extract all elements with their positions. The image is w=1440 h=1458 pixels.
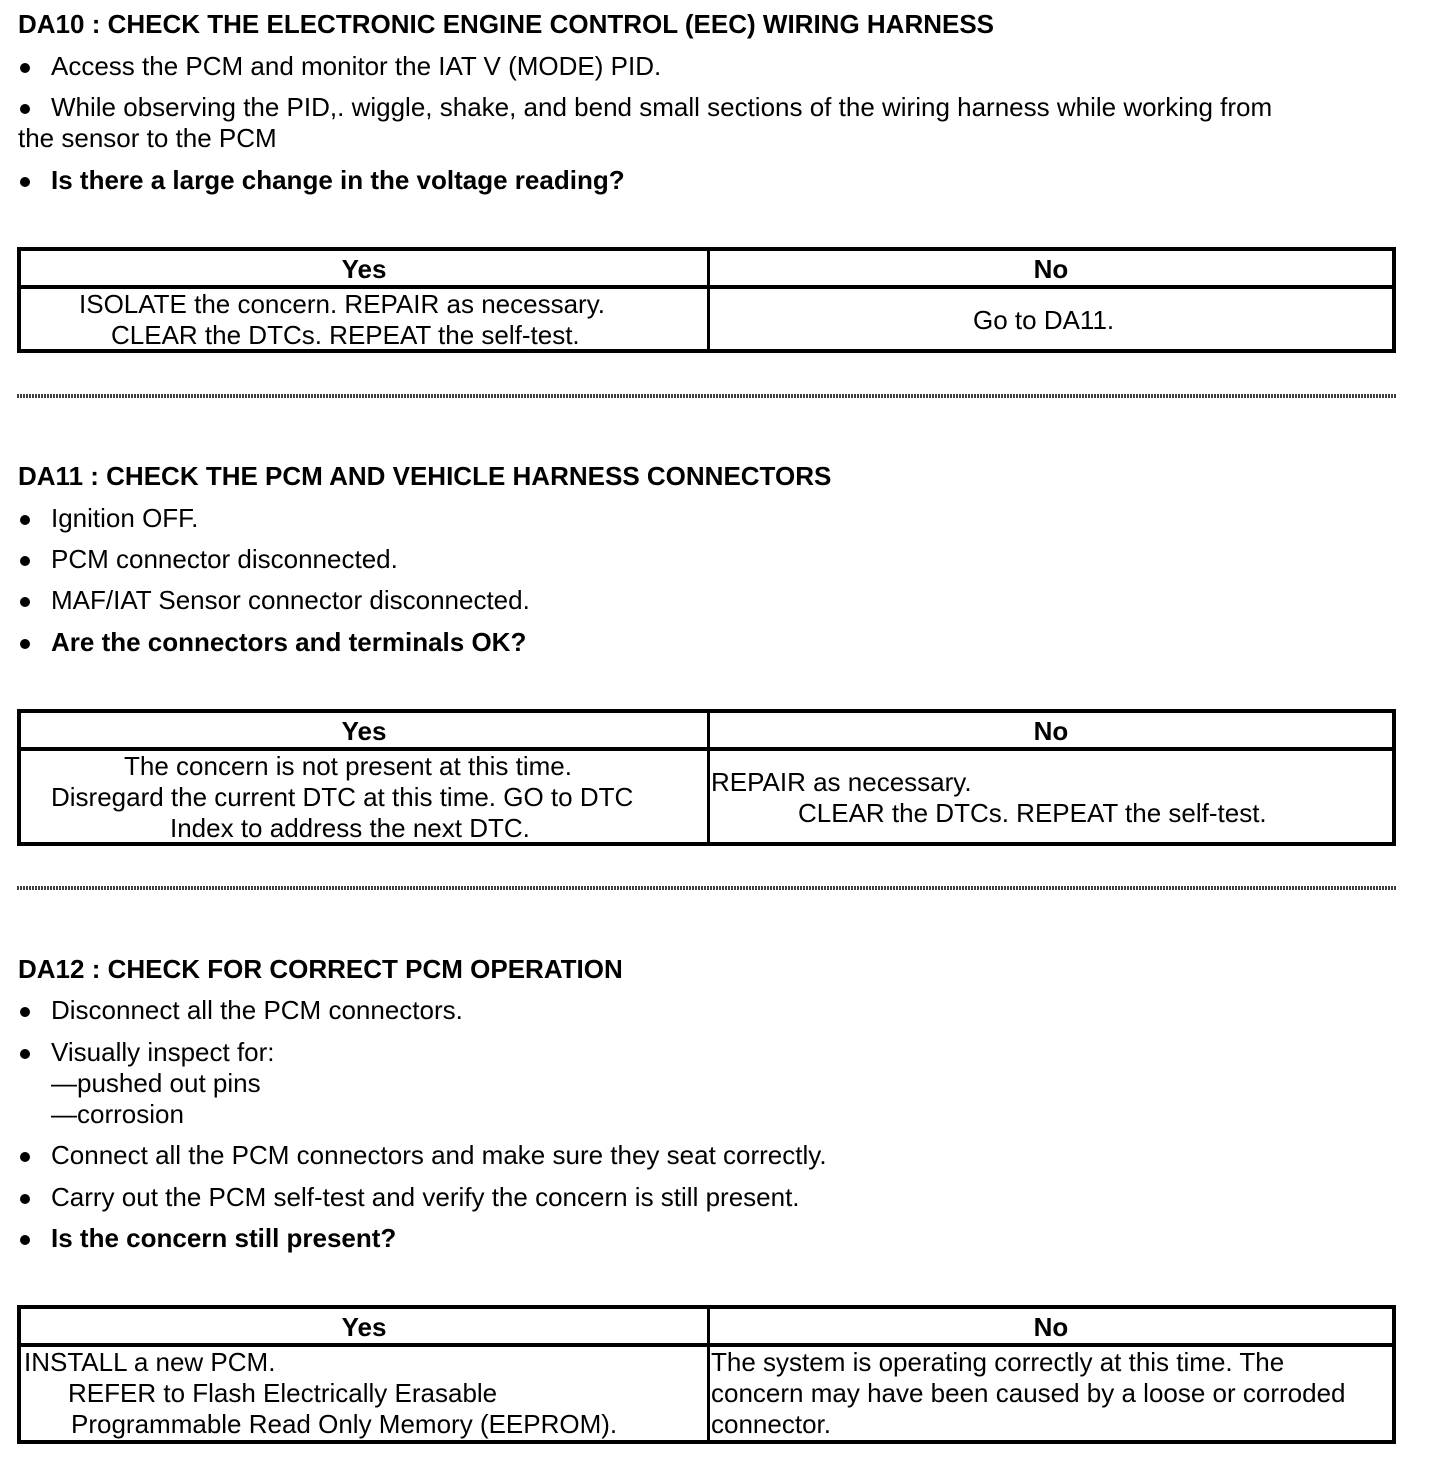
yes-cell-line: ISOLATE the concern. REPAIR as necessary. bbox=[79, 289, 605, 319]
yes-cell-line: CLEAR the DTCs. REPEAT the self-test. bbox=[111, 320, 580, 350]
yes-cell-line: INSTALL a new PCM. bbox=[24, 1347, 276, 1377]
no-cell-line: concern may have been caused by a loose or corroded bbox=[711, 1378, 1346, 1408]
bullet-icon bbox=[20, 177, 30, 187]
sub-item: —pushed out pins bbox=[51, 1068, 261, 1098]
bullet-text: Visually inspect for: bbox=[51, 1037, 275, 1067]
bullet-text: Access the PCM and monitor the IAT V (MODE) PID. bbox=[51, 51, 662, 81]
no-header: No bbox=[1033, 1312, 1069, 1342]
bullet-icon bbox=[20, 515, 30, 525]
yes-header: Yes bbox=[341, 716, 387, 746]
bullet-icon bbox=[20, 1152, 30, 1162]
no-header: No bbox=[1033, 716, 1069, 746]
no-cell-line: Go to DA11. bbox=[973, 305, 1115, 335]
bullet-icon bbox=[20, 597, 30, 607]
section-heading-da11: DA11 : CHECK THE PCM AND VEHICLE HARNESS CONNECTORS bbox=[18, 461, 832, 491]
bullet-icon bbox=[20, 104, 30, 114]
yes-cell-line: Index to address the next DTC. bbox=[170, 813, 530, 843]
decision-table-da11 bbox=[17, 709, 1396, 846]
yes-header: Yes bbox=[341, 1312, 387, 1342]
section-heading-da12: DA12 : CHECK FOR CORRECT PCM OPERATION bbox=[18, 954, 623, 984]
bullet-text: While observing the PID,. wiggle, shake, and bend small sections of the wiring harness while working from bbox=[51, 92, 1273, 122]
bullet-text: Is there a large change in the voltage reading? bbox=[51, 165, 625, 195]
bullet-icon bbox=[20, 63, 30, 73]
section-heading-da10: DA10 : CHECK THE ELECTRONIC ENGINE CONTROL (EEC) WIRING HARNESS bbox=[18, 9, 995, 39]
bullet-icon bbox=[20, 639, 30, 649]
bullet-icon bbox=[20, 556, 30, 566]
section-divider bbox=[17, 394, 1396, 398]
yes-cell-line: Programmable Read Only Memory (EEPROM). bbox=[71, 1409, 618, 1439]
yes-cell-line: REFER to Flash Electrically Erasable bbox=[68, 1378, 498, 1408]
no-cell-line: REPAIR as necessary. bbox=[711, 767, 972, 797]
no-cell-line: The system is operating correctly at this time. The bbox=[711, 1347, 1285, 1377]
no-cell-line: connector. bbox=[711, 1409, 831, 1439]
bullet-text: PCM connector disconnected. bbox=[51, 544, 398, 574]
bullet-icon bbox=[20, 1007, 30, 1017]
bullet-icon bbox=[20, 1235, 30, 1245]
yes-header: Yes bbox=[341, 254, 387, 284]
yes-cell-line: Disregard the current DTC at this time. GO to DTC bbox=[51, 782, 634, 812]
bullet-text: Ignition OFF. bbox=[51, 503, 199, 533]
decision-table-da12 bbox=[17, 1305, 1396, 1444]
bullet-text: Is the concern still present? bbox=[51, 1223, 397, 1253]
bullet-text: Are the connectors and terminals OK? bbox=[51, 627, 527, 657]
decision-table-da10 bbox=[17, 247, 1396, 353]
bullet-text: MAF/IAT Sensor connector disconnected. bbox=[51, 585, 530, 615]
bullet-icon bbox=[20, 1194, 30, 1204]
bullet-text: Carry out the PCM self-test and verify the concern is still present. bbox=[51, 1182, 800, 1212]
bullet-continuation: the sensor to the PCM bbox=[18, 123, 277, 153]
sub-item: —corrosion bbox=[51, 1099, 184, 1129]
section-divider bbox=[17, 886, 1396, 890]
yes-cell-line: The concern is not present at this time. bbox=[124, 751, 572, 781]
no-cell-line: CLEAR the DTCs. REPEAT the self-test. bbox=[798, 798, 1267, 828]
bullet-icon bbox=[20, 1049, 30, 1059]
bullet-text: Disconnect all the PCM connectors. bbox=[51, 995, 463, 1025]
bullet-text: Connect all the PCM connectors and make sure they seat correctly. bbox=[51, 1140, 827, 1170]
no-header: No bbox=[1033, 254, 1069, 284]
